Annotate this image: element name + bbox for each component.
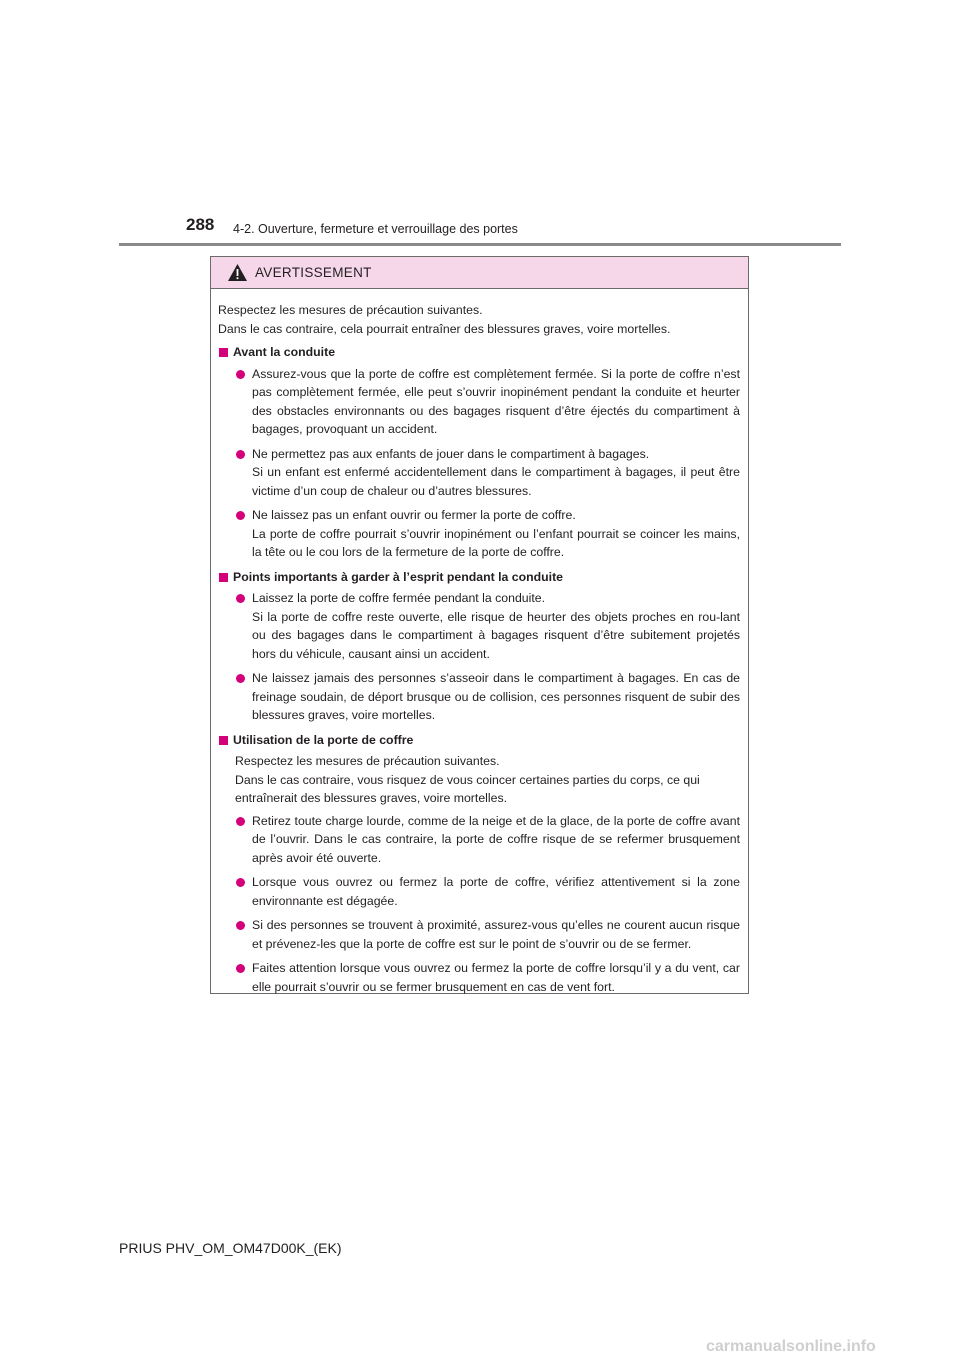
- bullet-icon: [236, 450, 245, 459]
- warning-header: [211, 257, 748, 289]
- square-bullet-icon: [219, 736, 228, 745]
- intro-line: Dans le cas contraire, cela pourrait entraîner des blessures graves, voire mortelles.: [218, 321, 671, 336]
- bullet-icon: [236, 674, 245, 683]
- list-item: [236, 873, 740, 910]
- section-heading: [218, 731, 740, 750]
- bullet-icon: [236, 370, 245, 379]
- section-heading-text: Points importants à garder à l’esprit pendant la conduite: [233, 569, 564, 584]
- warning-title: AVERTISSEMENT: [255, 265, 372, 280]
- bullet-icon: [236, 964, 245, 973]
- section-heading-text: Avant la conduite: [233, 345, 336, 359]
- list-item-text: Ne laissez pas un enfant ouvrir ou fermer la porte de coffre. La porte de coffre pourrait s’ouvrir inopinément ou l’enfant pourrait se coincer les mains, la tête ou le cou lors de la fermeture de la porte de coffre.: [252, 508, 740, 559]
- list-item-text: Laissez la porte de coffre fermée pendant la conduite. Si la porte de coffre reste ouverte, elle risque de heurter des objets proches en rou-lant ou des bagages dans le compartiment à bagages risquent d’être subitement projetés hors du véhicule, causant ainsi un accident.: [252, 591, 740, 661]
- list-item: [236, 669, 740, 725]
- list-item: [236, 445, 740, 501]
- warning-box: [210, 256, 749, 994]
- section-intro-line: Respectez les mesures de précaution suivantes.: [235, 754, 500, 768]
- bullet-icon: [236, 817, 245, 826]
- page-number: 288: [186, 215, 215, 234]
- list-item-text: Assurez-vous que la porte de coffre est complètement fermée. Si la porte de coffre n’est pas complètement fermée, elle peut s’ouvrir inopinément pendant la conduite et heurter des obstacles environnants ou des bagages risquent d’être éjectés du compartiment à bagages, provoquant un accident.: [252, 366, 740, 436]
- list-item: [236, 365, 740, 439]
- list-item-text: Si des personnes se trouvent à proximité, assurez-vous qu’elles ne courent aucun risque et prévenez-les que la porte de coffre est sur le point de s’ouvrir ou de se fermer.: [252, 918, 740, 951]
- header-rule: [119, 243, 841, 246]
- list-item-text: Retirez toute charge lourde, comme de la neige et de la glace, de la porte de coffre avant de l’ouvrir. Dans le cas contraire, la porte de coffre risque de se refermer brusquement après avoir été ouverte.: [252, 813, 740, 865]
- list-item-text: Ne laissez jamais des personnes s’asseoir dans le compartiment à bagages. En cas de freinage soudain, de déport brusque ou de collision, ces personnes risquent de subir des blessures graves, voire mortelles.: [252, 671, 740, 722]
- section-heading: [218, 343, 740, 362]
- bullet-icon: [236, 511, 245, 520]
- square-bullet-icon: [219, 573, 228, 582]
- list-item-text: Lorsque vous ouvrez ou fermez la porte de coffre, vérifiez attentivement si la zone environnante est dégagée.: [252, 875, 740, 908]
- bullet-icon: [236, 878, 245, 887]
- document-code: PRIUS PHV_OM_OM47D00K_(EK): [119, 1240, 342, 1256]
- section-heading-text: Utilisation de la porte de coffre: [233, 732, 414, 747]
- list-item-text: Ne permettez pas aux enfants de jouer dans le compartiment à bagages. Si un enfant est enfermé accidentellement dans le compartiment à bagages, il peut être victime d’un coup de chaleur ou d’autres blessures.: [252, 446, 740, 498]
- list-item: [236, 589, 740, 663]
- section-intro-line: Dans le cas contraire, vous risquez de vous coincer certaines parties du corps, ce qui entraînerait des blessures graves, voire mortelles.: [235, 772, 700, 805]
- section-intro: [218, 752, 740, 808]
- list-item: [236, 959, 740, 996]
- bullet-icon: [236, 594, 245, 603]
- warning-intro: [218, 301, 740, 338]
- list-item-text: Faites attention lorsque vous ouvrez ou fermez la porte de coffre lorsqu’il y a du vent, car elle pourrait s’ouvrir ou se fermer brusquement en cas de vent fort.: [252, 961, 740, 994]
- warning-triangle-icon: [227, 263, 248, 282]
- intro-line: Respectez les mesures de précaution suivantes.: [218, 303, 483, 317]
- bullet-icon: [236, 921, 245, 930]
- list-item: [236, 916, 740, 953]
- section-title: 4-2. Ouverture, fermeture et verrouillage des portes: [233, 222, 518, 236]
- warning-body: [211, 289, 748, 996]
- watermark: carmanualsonline.info: [706, 1338, 876, 1355]
- list-item: [236, 812, 740, 868]
- square-bullet-icon: [219, 348, 228, 357]
- section-heading: [218, 568, 740, 587]
- list-item: [236, 506, 740, 562]
